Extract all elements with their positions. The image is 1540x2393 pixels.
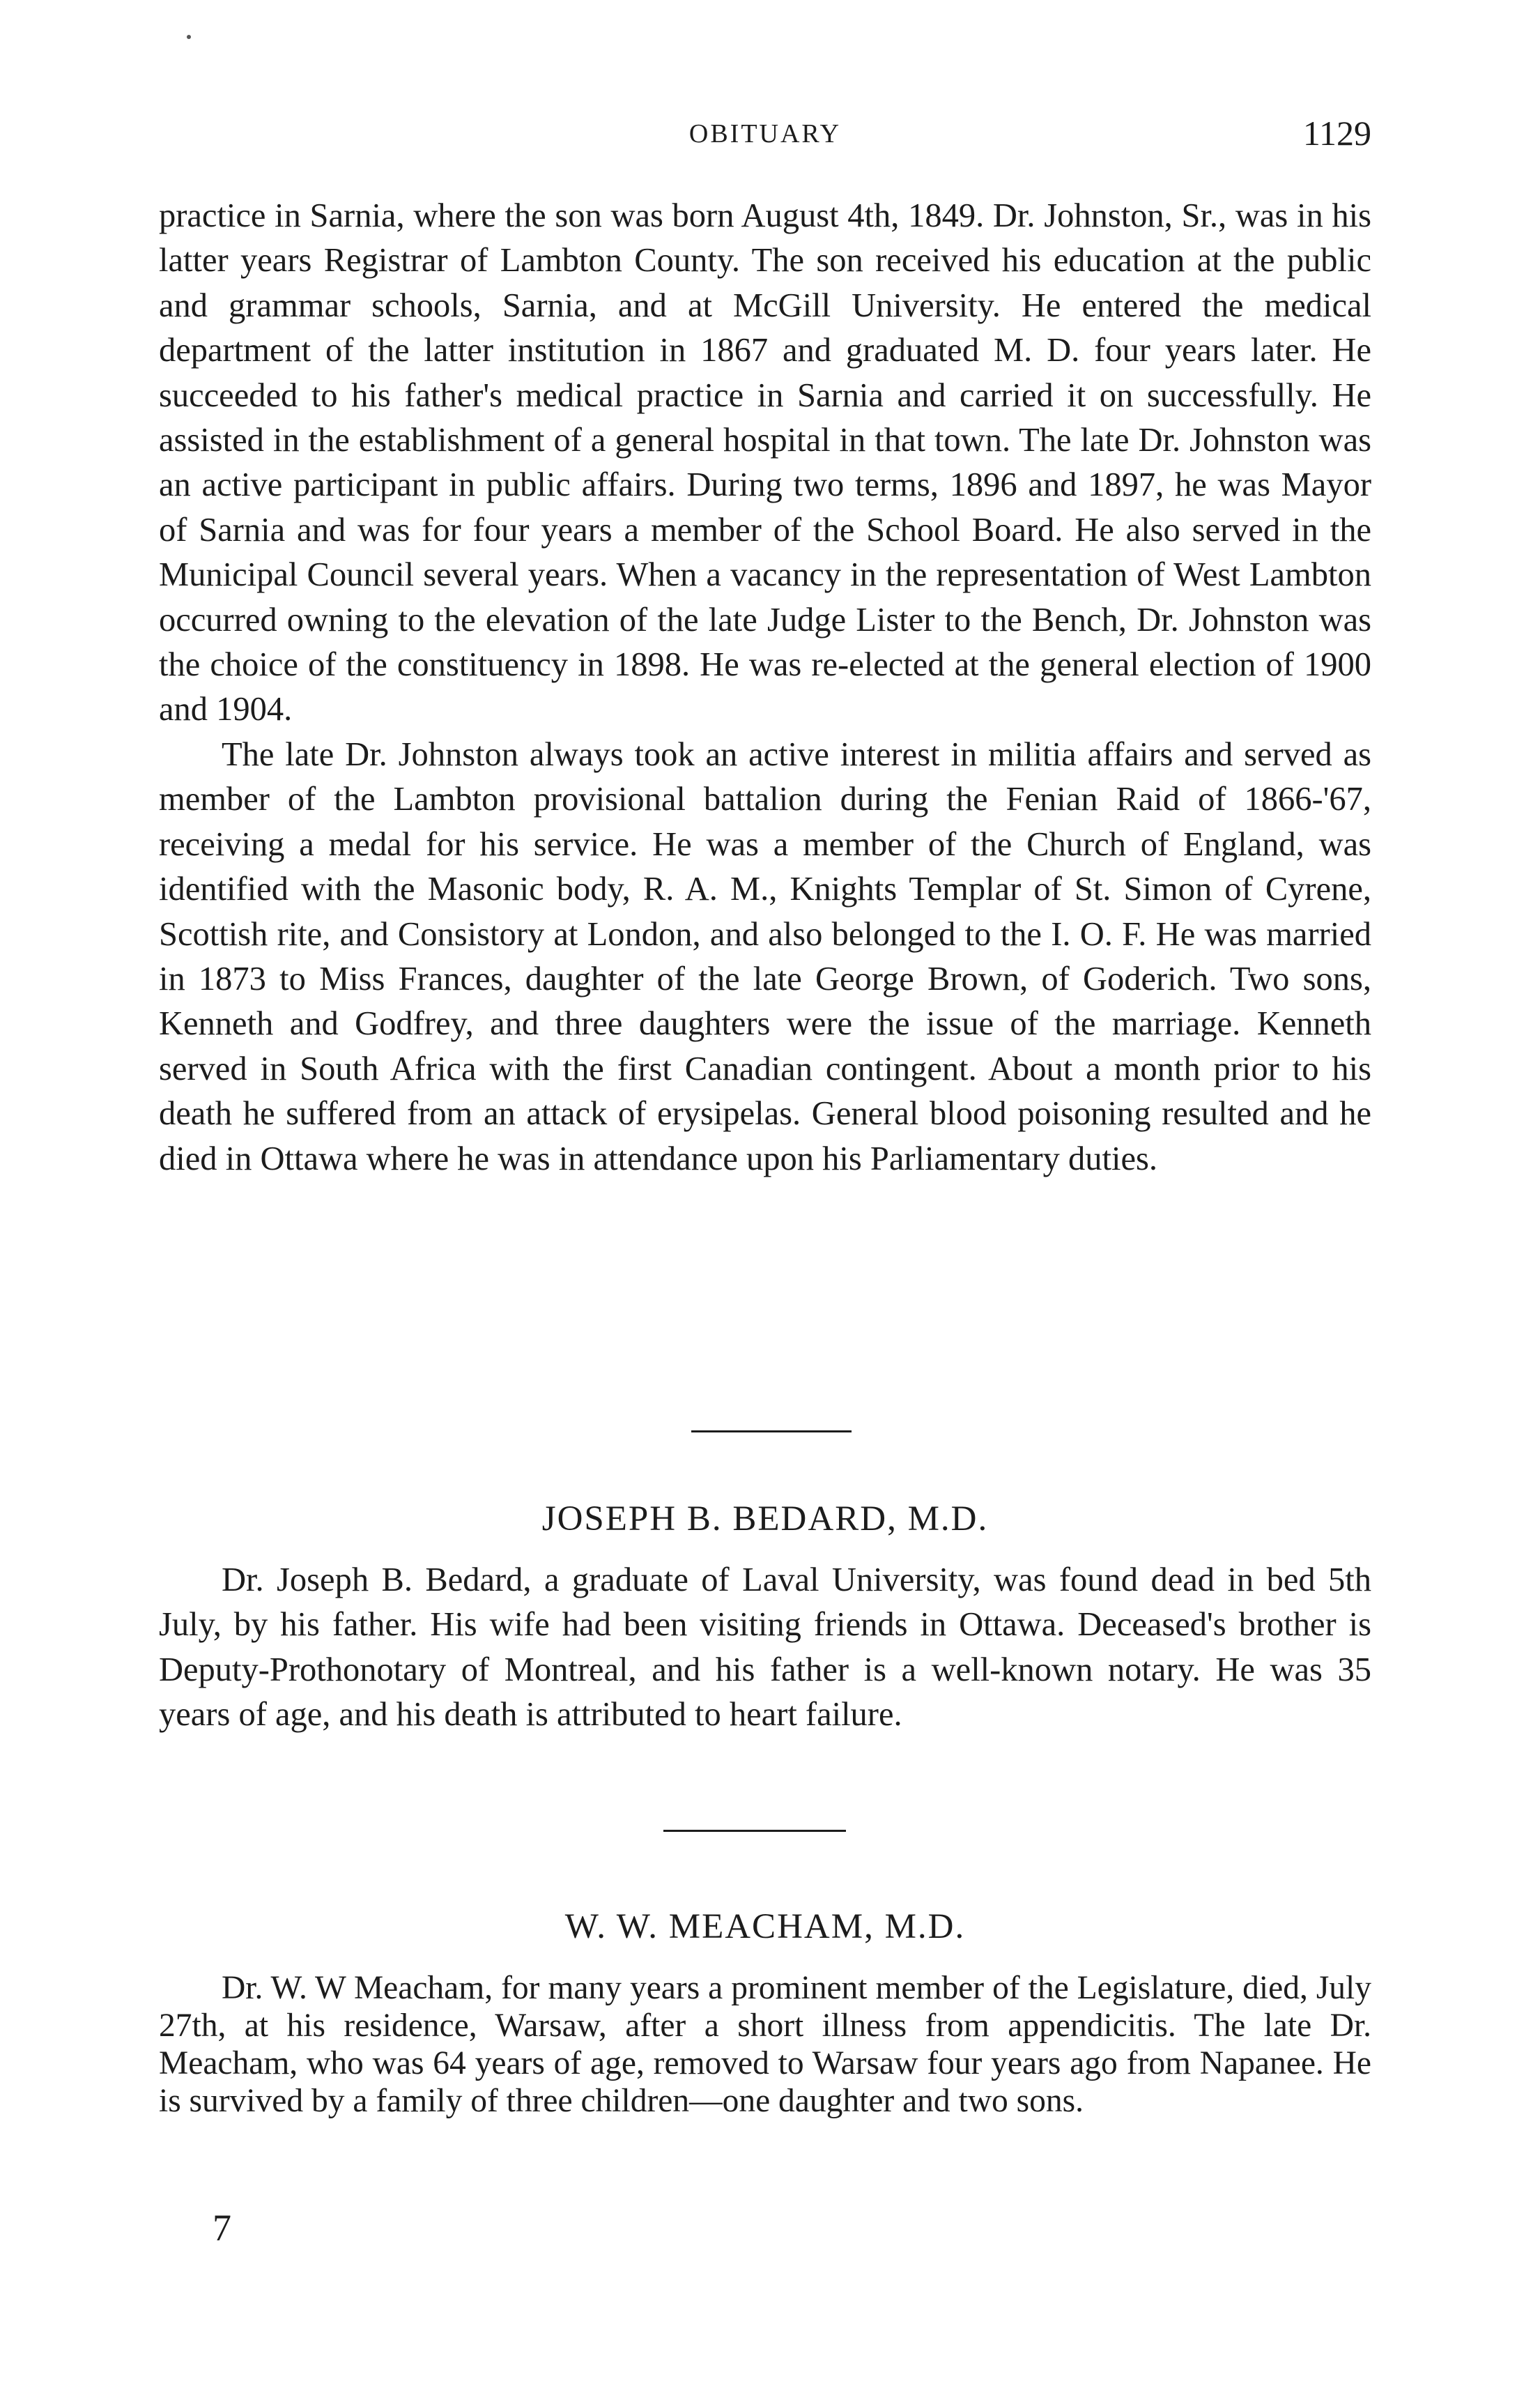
running-head: OBITUARY (688, 119, 842, 148)
section-divider (691, 1430, 852, 1432)
section-divider (663, 1830, 846, 1832)
johnston-paragraph-2: The late Dr. Johnston always took an active interest in militia affairs and served as member of the Lambton provisional battalion during the Fenian Raid of 1866-'67, receiving a medal for his service. He was a member of the Church of England, was identified with the Masonic body, R. A. M., Knights Templar of St. Simon of Cyrene, Scottish rite, and Consistory at London, and also belonged to the I. O. F. He was married in 1873 to Miss Frances, daughter of the late George Brown, of Goderich. Two sons, Kenneth and Godfrey, and three daughters were the issue of the marriage. Kenneth served in South Africa with the first Canadian contingent. About a month prior to his death he suffered from an attack of erysipelas. General blood poisoning resulted and he died in Ottawa where he was in attendance upon his Parliamentary duties. (159, 735, 1371, 1177)
johnston-obituary (159, 194, 1371, 1182)
bedard-title: JOSEPH B. BEDARD, M.D. (541, 1499, 989, 1538)
johnston-paragraph-1: practice in Sarnia, where the son was born August 4th, 1849. Dr. Johnston, Sr., was in his latter years Registrar of Lambton County. The son received his education at the public and grammar schools, Sarnia, and at McGill University. He entered the medical department of the latter institution in 1867 and graduated M. D. four years later. He succeeded to his father's medical practice in Sarnia and carried it on successfully. He assisted in the establishment of a general hospital in that town. The late Dr. Johnston was an active participant in public affairs. During two terms, 1896 and 1897, he was Mayor of Sarnia and was for four years a member of the School Board. He also served in the Municipal Council several years. When a vacancy in the representation of West Lambton occurred owning to the elevation of the late Judge Lister to the Bench, Dr. Johnston was the choice of the constituency in 1898. He was re-elected at the general election of 1900 and 1904. (159, 197, 1371, 728)
meacham-obituary (159, 1969, 1371, 2120)
bedard-paragraph: Dr. Joseph B. Bedard, a graduate of Laval University, was found dead in bed 5th July, by his father. His wife had been visiting friends in Ottawa. Deceased's brother is Deputy-Prothonotary of Montreal, and his father is a well-known notary. He was 35 years of age, and his death is attributed to heart failure. (159, 1561, 1371, 1734)
page-number: 1129 (1302, 114, 1371, 153)
signature-mark: 7 (213, 2207, 231, 2249)
page-header (159, 113, 1371, 162)
bedard-obituary (159, 1558, 1371, 1738)
meacham-title: W. W. MEACHAM, M.D. (564, 1907, 966, 1946)
meacham-paragraph: Dr. W. W Meacham, for many years a prominent member of the Legislature, died, July 27th, at his residence, Warsaw, after a short illness from appendicitis. The late Dr. Meacham, who was 64 years of age, removed to Warsaw four years ago from Napanee. He is survived by a family of three children—one daughter and two sons. (159, 1970, 1371, 2119)
print-speck (187, 35, 191, 39)
